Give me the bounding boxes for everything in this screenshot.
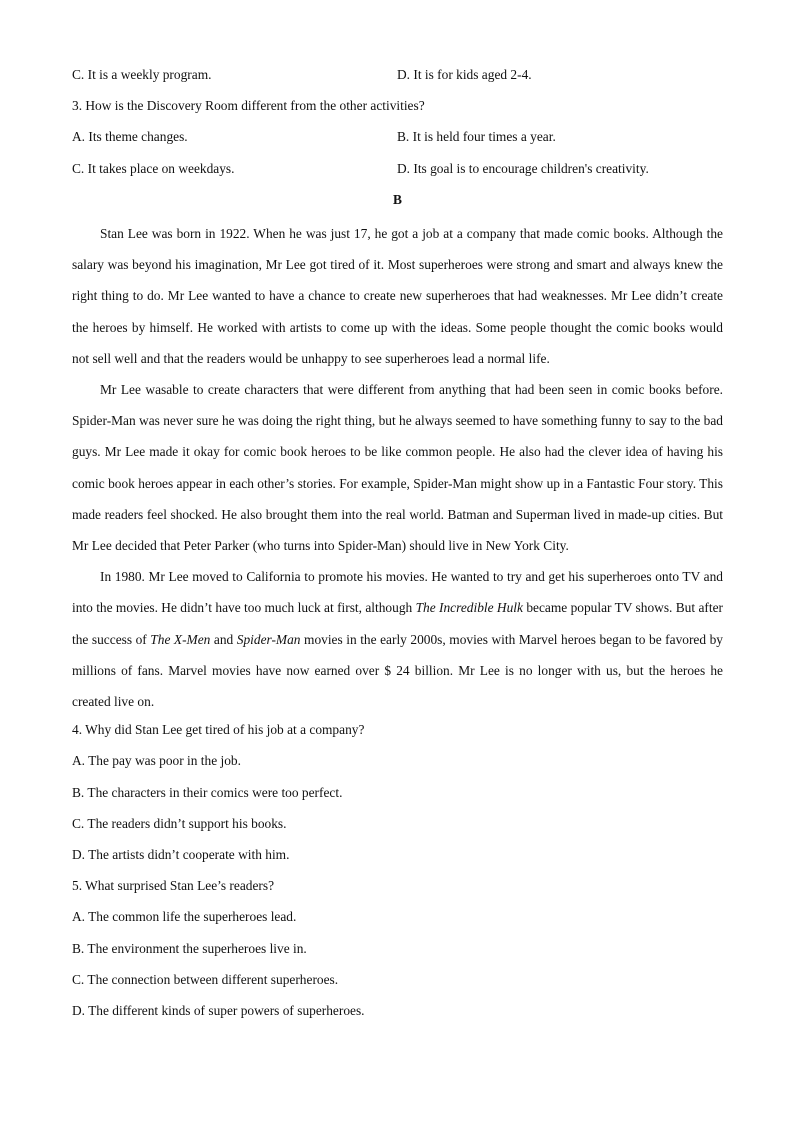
p3-title-spiderman: Spider-Man bbox=[236, 631, 301, 647]
q4-option-c: C. The readers didn’t support his books. bbox=[72, 815, 287, 831]
q3-option-b: B. It is held four times a year. bbox=[397, 129, 556, 145]
q4-option-d: D. The artists didn’t cooperate with him. bbox=[72, 846, 290, 862]
q5-option-a: A. The common life the superheroes lead. bbox=[72, 909, 297, 925]
q5-option-c: C. The connection between different superheroes. bbox=[72, 971, 339, 987]
passage-paragraph-1: Stan Lee was born in 1922. When he was just 17, he got a job at a company that made comic books. Although the salary was beyond his imagination, Mr Lee got tired of it. Most superheroes were strong and smart and always knew the right thing to do. Mr Lee wanted to have a chance to create new superheroes that had weaknesses. Mr Lee didn’t create the heroes by himself. He worked with artists to come up with the ideas. Some people thought the comic books would not sell well and that the readers would be unhappy to see superheroes lead a normal life. bbox=[72, 225, 723, 366]
q3-options-row-cd bbox=[72, 156, 723, 187]
q5-question: 5. What surprised Stan Lee’s readers? bbox=[72, 878, 275, 894]
p3-text-1: In 1980. Mr Lee moved to California to promote his movies. He wanted to try and get his superheroes onto TV and into the movies. He didn’t have too much luck at first, although bbox=[72, 569, 723, 616]
exam-page bbox=[72, 62, 723, 1029]
q4-option-a: A. The pay was poor in the job. bbox=[72, 753, 241, 769]
p3-text-3: and bbox=[210, 631, 237, 647]
q3-question: 3. How is the Discovery Room different from the other activities? bbox=[72, 98, 425, 114]
q3-option-a: A. Its theme changes. bbox=[72, 129, 188, 145]
q3-option-c: C. It takes place on weekdays. bbox=[72, 160, 235, 176]
p3-text-4: movies in the early 2000s, movies with Marvel heroes began to be favored by millions of fans. Marvel movies have now earned over $ 24 billion. Mr Lee is no longer with us, but the heroes he created live on. bbox=[72, 631, 724, 709]
p3-text-2: became popular TV shows. But after the success of bbox=[72, 600, 723, 647]
q3-option-d: D. Its goal is to encourage children's creativity. bbox=[397, 160, 649, 176]
q4-option-b: B. The characters in their comics were too perfect. bbox=[72, 784, 343, 800]
q2-option-c: C. It is a weekly program. bbox=[72, 67, 212, 82]
passage-paragraph-2: Mr Lee wasable to create characters that were different from anything that had been seen in comic books before. Spider-Man was never sure he was doing the right thing, but he always seemed to have something funny to say to the bad guys. Mr Lee made it okay for comic book heroes to be like common people. He also had the clever idea of having his comic book heroes appear in each other’s stories. For example, Spider-Man might show up in a Fantastic Four story. This made readers feel shocked. He also brought them into the real world. Batman and Superman lived in made-up cities. But Mr Lee decided that Peter Parker (who turns into Spider-Man) should live in New York City. bbox=[72, 381, 723, 553]
q2-options-row-cd bbox=[72, 62, 723, 93]
p3-title-hulk: The Incredible Hulk bbox=[415, 600, 523, 616]
q4-question: 4. Why did Stan Lee get tired of his job at a company? bbox=[72, 722, 365, 738]
q2-option-d: D. It is for kids aged 2-4. bbox=[397, 67, 532, 82]
p3-title-xmen: The X-Men bbox=[150, 631, 211, 647]
q5-option-b: B. The environment the superheroes live in. bbox=[72, 940, 307, 956]
q3-options-row-ab bbox=[72, 124, 723, 155]
passage-paragraph-3 bbox=[72, 561, 723, 717]
q5-option-d: D. The different kinds of super powers of superheroes. bbox=[72, 1002, 365, 1018]
section-label: B bbox=[393, 191, 402, 207]
